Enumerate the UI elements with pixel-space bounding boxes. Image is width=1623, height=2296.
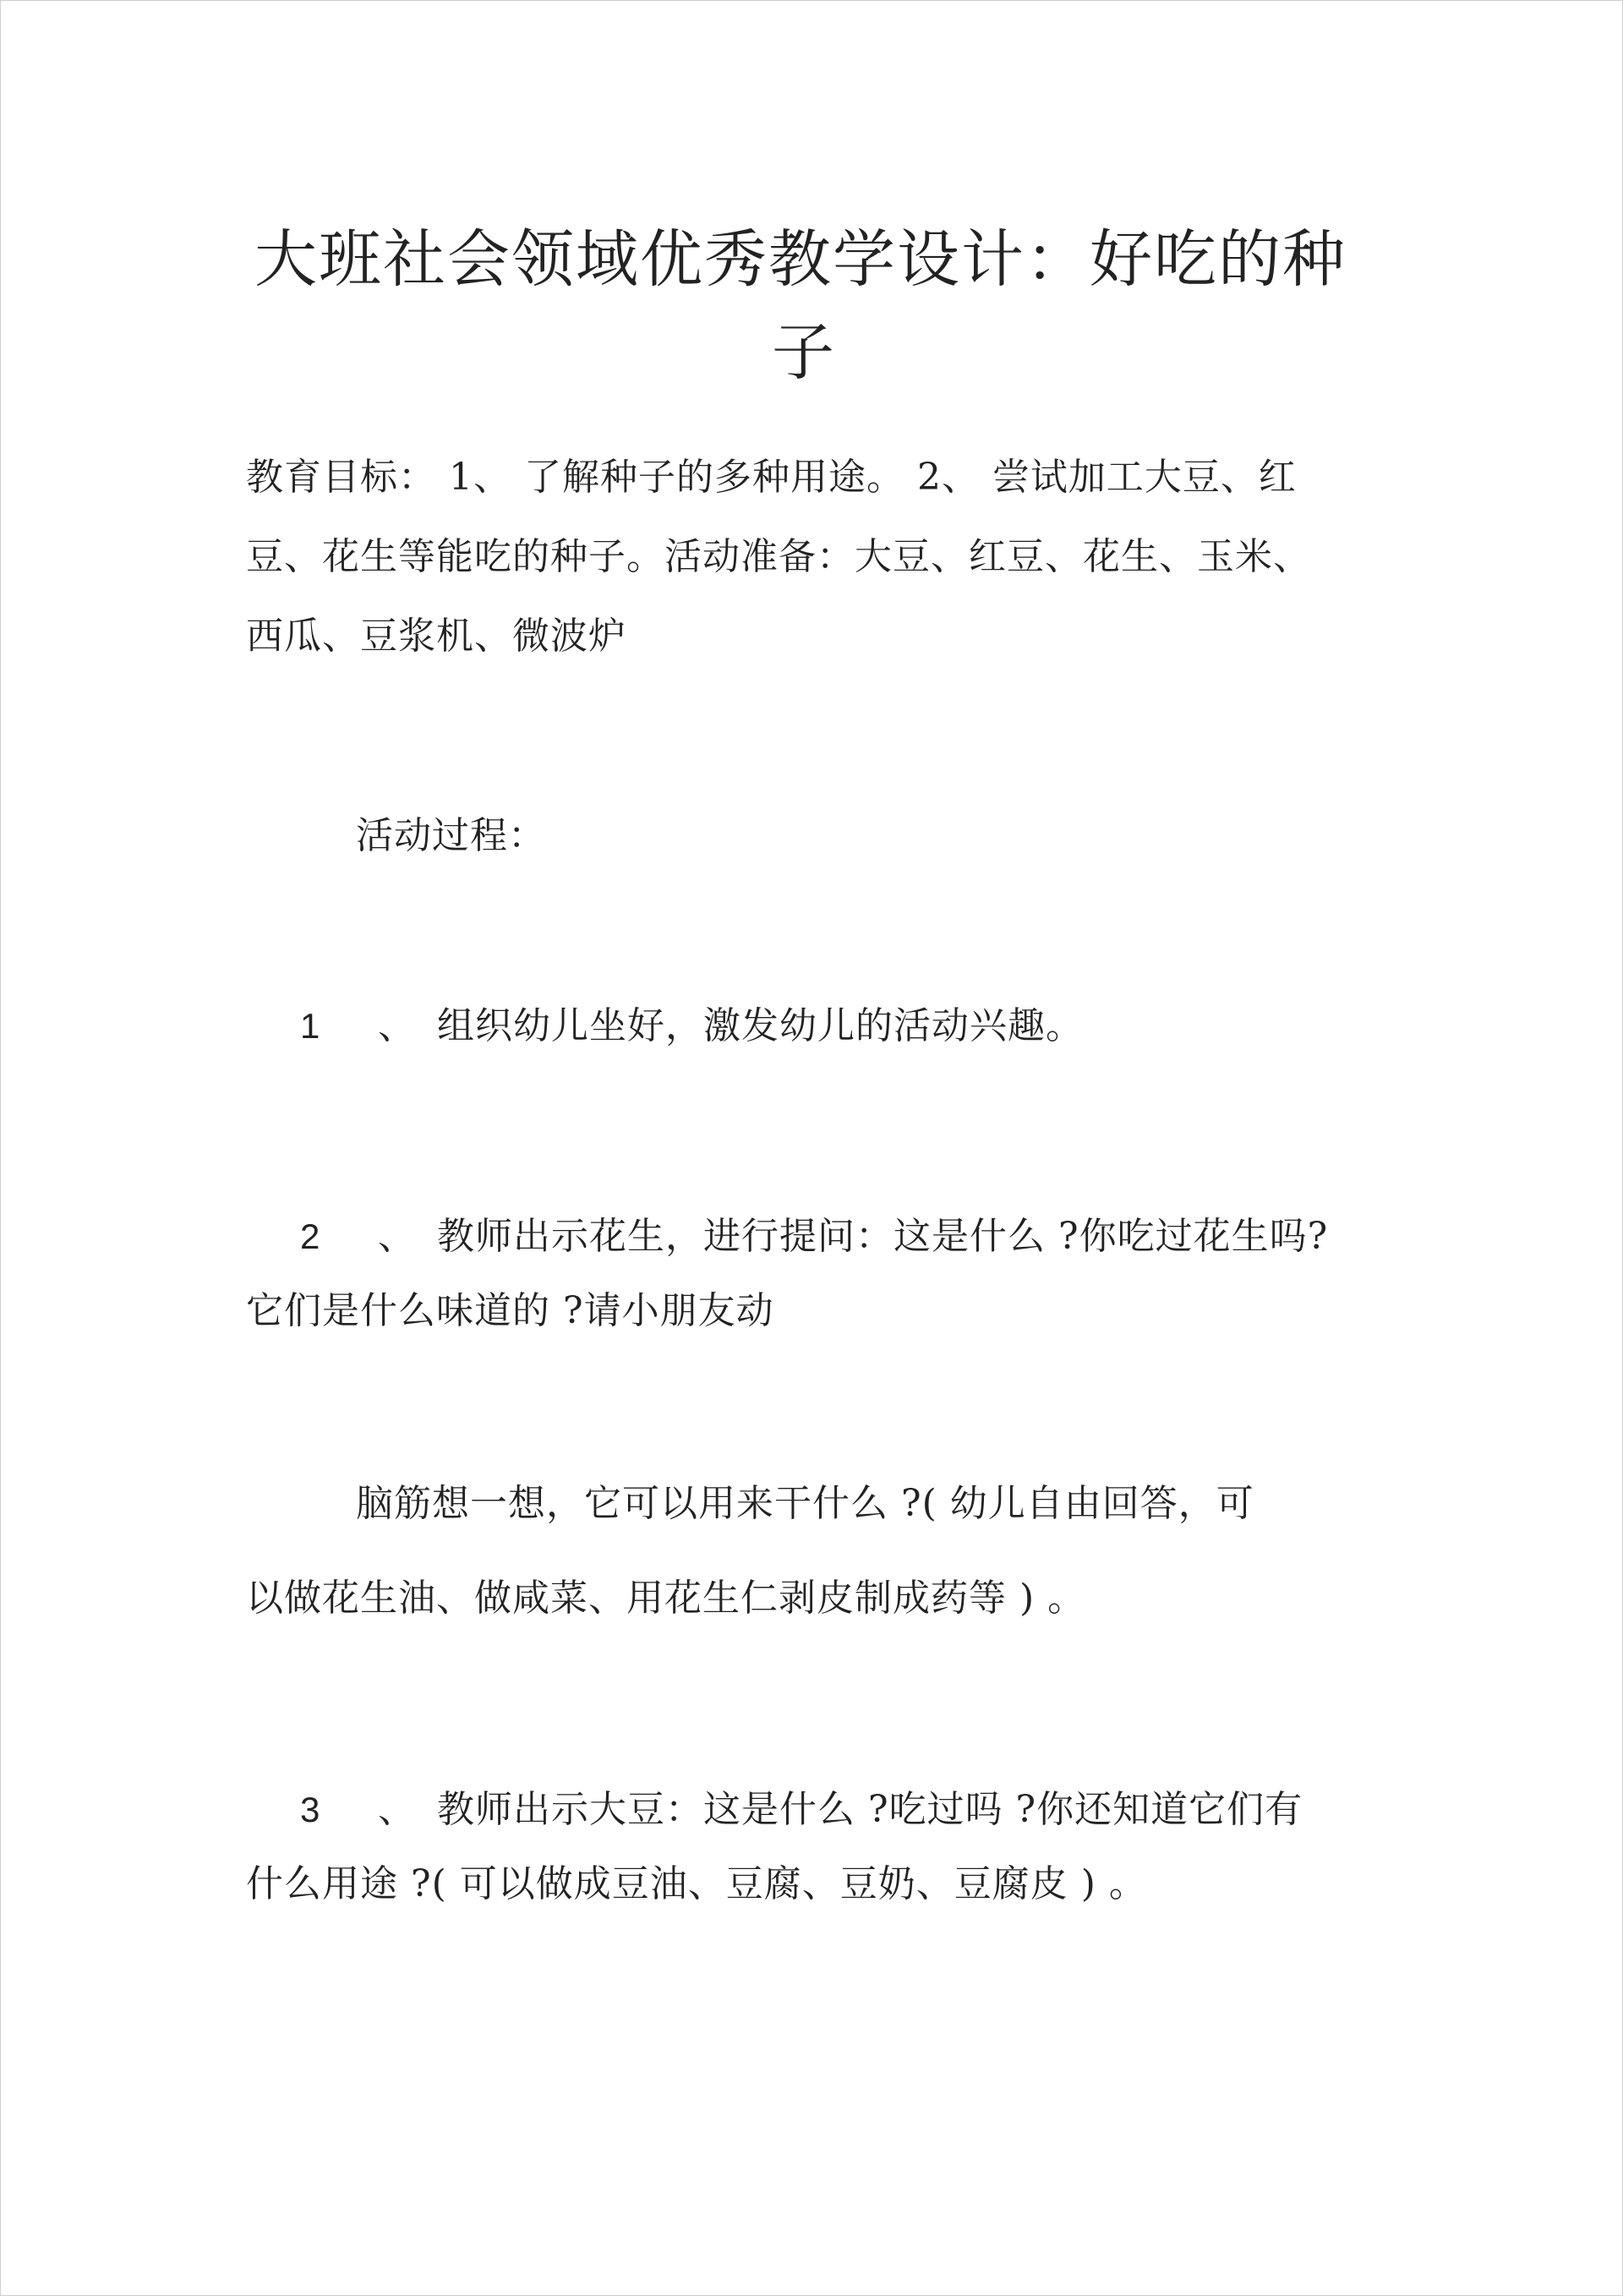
step-1-separator: 、 (378, 1004, 415, 1047)
step-2-continued-line-1: 脑筋想一想，它可以用来干什么 ?( 幼儿自由回答，可 (356, 1482, 1254, 1525)
step-1-text: 组织幼儿坐好，激发幼儿的活动兴趣。 (437, 1004, 1084, 1047)
step-3-text-line-2: 什么用途 ?( 可以做成豆油、豆腐、豆奶、豆腐皮 ) 。 (246, 1862, 1147, 1905)
document-title-line-1: 大班社会领域优秀教学设计：好吃的种 (254, 223, 1347, 296)
step-2-separator: 、 (378, 1215, 415, 1258)
step-3-text-line-1: 教师出示大豆：这是什么 ?吃过吗 ?你还知道它们有 (437, 1788, 1303, 1831)
goals-line-2: 豆、花生等能吃的种子。活动准备：大豆、红豆、花生、玉米、 (246, 535, 1311, 578)
step-2-number: 2 (300, 1216, 320, 1256)
step-3-separator: 、 (378, 1788, 415, 1831)
goals-line-1: 教育目标： 1、 了解种子的多种用途。 2、 尝试加工大豆、红 (246, 456, 1297, 499)
step-2-text-line-1: 教师出示花生，进行提问：这是什么 ?你吃过花生吗? (437, 1215, 1329, 1258)
process-heading: 活动过程： (356, 814, 546, 857)
goals-line-3: 西瓜、豆浆机、微波炉 (246, 615, 626, 658)
step-3-number: 3 (300, 1790, 320, 1829)
step-2-text-line-2: 它们是什么味道的 ?请小朋友动 (246, 1289, 774, 1332)
document-title-line-2: 子 (772, 316, 836, 389)
step-2-continued-line-2: 以做花生油、做咸菜、用花生仁剥皮制成药等 ) 。 (246, 1577, 1086, 1620)
step-1-number: 1 (300, 1006, 320, 1046)
